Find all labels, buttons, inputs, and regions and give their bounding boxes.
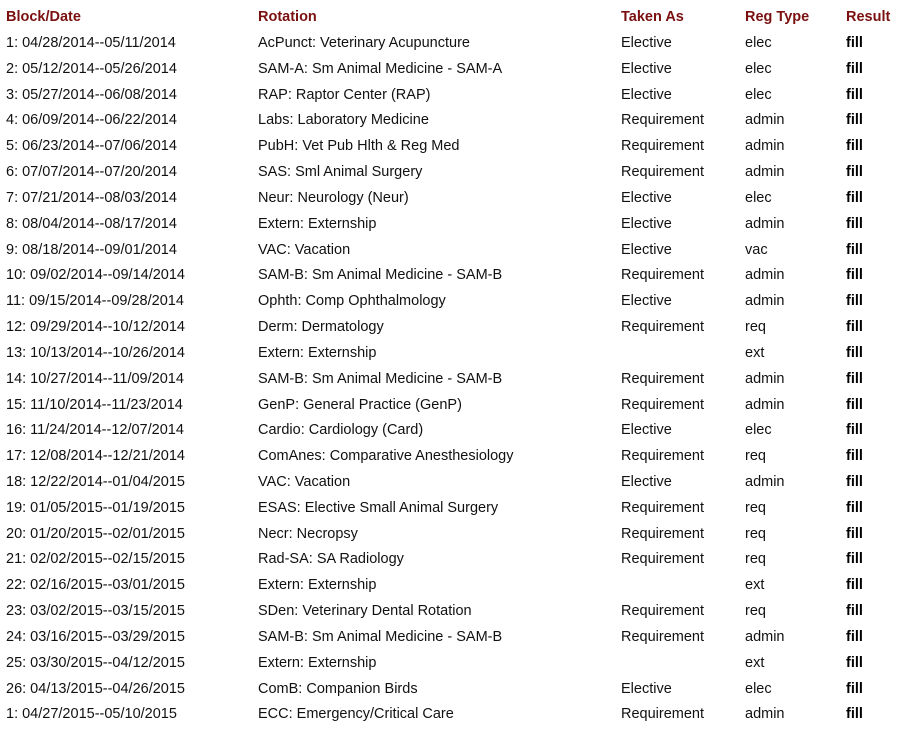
taken-as-cell: Requirement <box>621 628 705 645</box>
rotation-cell: ComB: Companion Birds <box>258 680 418 697</box>
reg-type-cell: admin <box>745 706 785 723</box>
block-date-cell: 14: 10/27/2014--11/09/2014 <box>6 370 184 387</box>
block-date-cell: 21: 02/02/2015--02/15/2015 <box>6 551 185 568</box>
table-row <box>6 650 906 676</box>
block-date-cell: 2: 05/12/2014--05/26/2014 <box>6 60 177 77</box>
reg-type-cell: ext <box>745 577 765 594</box>
rotation-cell: Extern: Externship <box>258 344 377 361</box>
rotation-cell: Extern: Externship <box>258 654 377 671</box>
block-date-cell: 4: 06/09/2014--06/22/2014 <box>6 112 177 129</box>
taken-as-cell <box>621 340 745 366</box>
rotation-cell: ECC: Emergency/Critical Care <box>258 706 454 723</box>
result-cell: fill <box>846 422 863 439</box>
reg-type-cell: elec <box>745 189 772 206</box>
taken-as-cell: Requirement <box>621 267 705 284</box>
block-date-cell: 5: 06/23/2014--07/06/2014 <box>6 138 177 155</box>
block-date-cell: 3: 05/27/2014--06/08/2014 <box>6 86 177 103</box>
reg-type-cell: admin <box>745 164 785 181</box>
block-date-cell: 25: 03/30/2015--04/12/2015 <box>6 654 185 671</box>
table-row <box>6 82 906 108</box>
reg-type-cell: req <box>745 448 766 465</box>
table-row <box>6 624 906 650</box>
taken-as-cell: Requirement <box>621 525 705 542</box>
taken-as-cell: Elective <box>621 86 672 103</box>
rotation-cell: Ophth: Comp Ophthalmology <box>258 293 446 310</box>
reg-type-cell: req <box>745 603 766 620</box>
result-cell: fill <box>846 215 863 232</box>
result-cell: fill <box>846 370 863 387</box>
rotation-cell: RAP: Raptor Center (RAP) <box>258 86 431 103</box>
table-row <box>6 107 906 133</box>
result-cell: fill <box>846 293 863 310</box>
block-date-cell: 18: 12/22/2014--01/04/2015 <box>6 473 185 490</box>
taken-as-cell: Requirement <box>621 706 705 723</box>
result-cell: fill <box>846 164 863 181</box>
taken-as-cell: Elective <box>621 293 672 310</box>
rotation-cell: ComAnes: Comparative Anesthesiology <box>258 448 514 465</box>
taken-as-cell: Elective <box>621 473 672 490</box>
reg-type-cell: admin <box>745 293 785 310</box>
reg-type-cell: admin <box>745 138 785 155</box>
table-row <box>6 185 906 211</box>
table-row <box>6 676 906 702</box>
rotation-cell: SAM-B: Sm Animal Medicine - SAM-B <box>258 628 503 645</box>
table-row <box>6 262 906 288</box>
table-row <box>6 469 906 495</box>
result-cell: fill <box>846 448 863 465</box>
reg-type-cell: vac <box>745 241 768 258</box>
table-row <box>6 417 906 443</box>
rotation-schedule-table <box>6 4 906 727</box>
taken-as-cell: Requirement <box>621 448 705 465</box>
table-row <box>6 288 906 314</box>
reg-type-cell: admin <box>745 396 785 413</box>
rotation-cell: Labs: Laboratory Medicine <box>258 112 429 129</box>
taken-as-cell: Requirement <box>621 499 705 516</box>
rotation-cell: SAM-B: Sm Animal Medicine - SAM-B <box>258 267 503 284</box>
reg-type-cell: admin <box>745 370 785 387</box>
header-result: Result <box>846 9 891 25</box>
result-cell: fill <box>846 706 863 723</box>
reg-type-cell: req <box>745 525 766 542</box>
taken-as-cell: Requirement <box>621 396 705 413</box>
block-date-cell: 15: 11/10/2014--11/23/2014 <box>6 396 183 413</box>
rotation-cell: Necr: Necropsy <box>258 525 358 542</box>
result-cell: fill <box>846 603 863 620</box>
taken-as-cell: Requirement <box>621 551 705 568</box>
rotation-cell: Neur: Neurology (Neur) <box>258 189 409 206</box>
taken-as-cell: Elective <box>621 34 672 51</box>
taken-as-cell: Elective <box>621 422 672 439</box>
header-block-date: Block/Date <box>6 9 81 25</box>
result-cell: fill <box>846 86 863 103</box>
taken-as-cell: Elective <box>621 680 672 697</box>
header-taken-as: Taken As <box>621 9 684 25</box>
taken-as-cell: Requirement <box>621 603 705 620</box>
result-cell: fill <box>846 551 863 568</box>
block-date-cell: 17: 12/08/2014--12/21/2014 <box>6 448 185 465</box>
rotation-cell: Derm: Dermatology <box>258 319 384 336</box>
header-rotation: Rotation <box>258 9 317 25</box>
table-row <box>6 547 906 573</box>
rotation-cell: SAM-B: Sm Animal Medicine - SAM-B <box>258 370 503 387</box>
table-row <box>6 237 906 263</box>
result-cell: fill <box>846 138 863 155</box>
result-cell: fill <box>846 112 863 129</box>
reg-type-cell: ext <box>745 654 765 671</box>
reg-type-cell: admin <box>745 112 785 129</box>
table-row <box>6 392 906 418</box>
taken-as-cell: Requirement <box>621 164 705 181</box>
block-date-cell: 16: 11/24/2014--12/07/2014 <box>6 422 184 439</box>
reg-type-cell: elec <box>745 34 772 51</box>
table-row <box>6 572 906 598</box>
reg-type-cell: req <box>745 499 766 516</box>
rotation-cell: SAM-A: Sm Animal Medicine - SAM-A <box>258 60 503 77</box>
rotation-cell: PubH: Vet Pub Hlth & Reg Med <box>258 138 460 155</box>
table-row <box>6 211 906 237</box>
block-date-cell: 1: 04/27/2015--05/10/2015 <box>6 706 177 723</box>
taken-as-cell: Elective <box>621 215 672 232</box>
rotation-cell: AcPunct: Veterinary Acupuncture <box>258 34 470 51</box>
taken-as-cell: Requirement <box>621 138 705 155</box>
rotation-cell: Cardio: Cardiology (Card) <box>258 422 424 439</box>
result-cell: fill <box>846 680 863 697</box>
result-cell: fill <box>846 267 863 284</box>
result-cell: fill <box>846 499 863 516</box>
taken-as-cell <box>621 650 745 676</box>
result-cell: fill <box>846 396 863 413</box>
result-cell: fill <box>846 241 863 258</box>
rotation-cell: SDen: Veterinary Dental Rotation <box>258 603 472 620</box>
table-header <box>6 4 906 30</box>
table-row <box>6 443 906 469</box>
block-date-cell: 24: 03/16/2015--03/29/2015 <box>6 628 185 645</box>
rotation-cell: VAC: Vacation <box>258 473 351 490</box>
taken-as-cell: Requirement <box>621 370 705 387</box>
block-date-cell: 22: 02/16/2015--03/01/2015 <box>6 577 185 594</box>
reg-type-cell: admin <box>745 628 785 645</box>
reg-type-cell: elec <box>745 86 772 103</box>
taken-as-cell: Requirement <box>621 319 705 336</box>
result-cell: fill <box>846 60 863 77</box>
result-cell: fill <box>846 319 863 336</box>
taken-as-cell: Elective <box>621 241 672 258</box>
table-row <box>6 366 906 392</box>
rotation-cell: Rad-SA: SA Radiology <box>258 551 404 568</box>
table-row <box>6 314 906 340</box>
result-cell: fill <box>846 628 863 645</box>
taken-as-cell: Elective <box>621 60 672 77</box>
block-date-cell: 19: 01/05/2015--01/19/2015 <box>6 499 185 516</box>
block-date-cell: 23: 03/02/2015--03/15/2015 <box>6 603 185 620</box>
table-row <box>6 495 906 521</box>
header-reg-type: Reg Type <box>745 9 810 25</box>
result-cell: fill <box>846 189 863 206</box>
block-date-cell: 7: 07/21/2014--08/03/2014 <box>6 189 177 206</box>
block-date-cell: 20: 01/20/2015--02/01/2015 <box>6 525 185 542</box>
rotation-cell: VAC: Vacation <box>258 241 351 258</box>
result-cell: fill <box>846 34 863 51</box>
block-date-cell: 26: 04/13/2015--04/26/2015 <box>6 680 185 697</box>
table-row <box>6 340 906 366</box>
block-date-cell: 13: 10/13/2014--10/26/2014 <box>6 344 185 361</box>
result-cell: fill <box>846 577 863 594</box>
header-row <box>6 4 906 30</box>
rotation-cell: Extern: Externship <box>258 215 377 232</box>
reg-type-cell: admin <box>745 473 785 490</box>
rotation-cell: GenP: General Practice (GenP) <box>258 396 462 413</box>
table-row <box>6 598 906 624</box>
block-date-cell: 8: 08/04/2014--08/17/2014 <box>6 215 177 232</box>
table-row <box>6 159 906 185</box>
table-row <box>6 133 906 159</box>
block-date-cell: 6: 07/07/2014--07/20/2014 <box>6 164 177 181</box>
table-row <box>6 702 906 728</box>
block-date-cell: 1: 04/28/2014--05/11/2014 <box>6 34 176 51</box>
rotation-cell: Extern: Externship <box>258 577 377 594</box>
block-date-cell: 11: 09/15/2014--09/28/2014 <box>6 293 184 310</box>
block-date-cell: 9: 08/18/2014--09/01/2014 <box>6 241 177 258</box>
reg-type-cell: admin <box>745 215 785 232</box>
table-body <box>6 30 906 727</box>
result-cell: fill <box>846 654 863 671</box>
taken-as-cell <box>621 572 745 598</box>
reg-type-cell: elec <box>745 60 772 77</box>
reg-type-cell: req <box>745 551 766 568</box>
taken-as-cell: Elective <box>621 189 672 206</box>
rotation-cell: SAS: Sml Animal Surgery <box>258 164 423 181</box>
table-row <box>6 56 906 82</box>
reg-type-cell: elec <box>745 680 772 697</box>
table-row <box>6 521 906 547</box>
block-date-cell: 10: 09/02/2014--09/14/2014 <box>6 267 185 284</box>
rotation-cell: ESAS: Elective Small Animal Surgery <box>258 499 499 516</box>
reg-type-cell: req <box>745 319 766 336</box>
block-date-cell: 12: 09/29/2014--10/12/2014 <box>6 319 185 336</box>
table-row <box>6 30 906 56</box>
reg-type-cell: admin <box>745 267 785 284</box>
reg-type-cell: elec <box>745 422 772 439</box>
reg-type-cell: ext <box>745 344 765 361</box>
taken-as-cell: Requirement <box>621 112 705 129</box>
result-cell: fill <box>846 525 863 542</box>
result-cell: fill <box>846 344 863 361</box>
result-cell: fill <box>846 473 863 490</box>
